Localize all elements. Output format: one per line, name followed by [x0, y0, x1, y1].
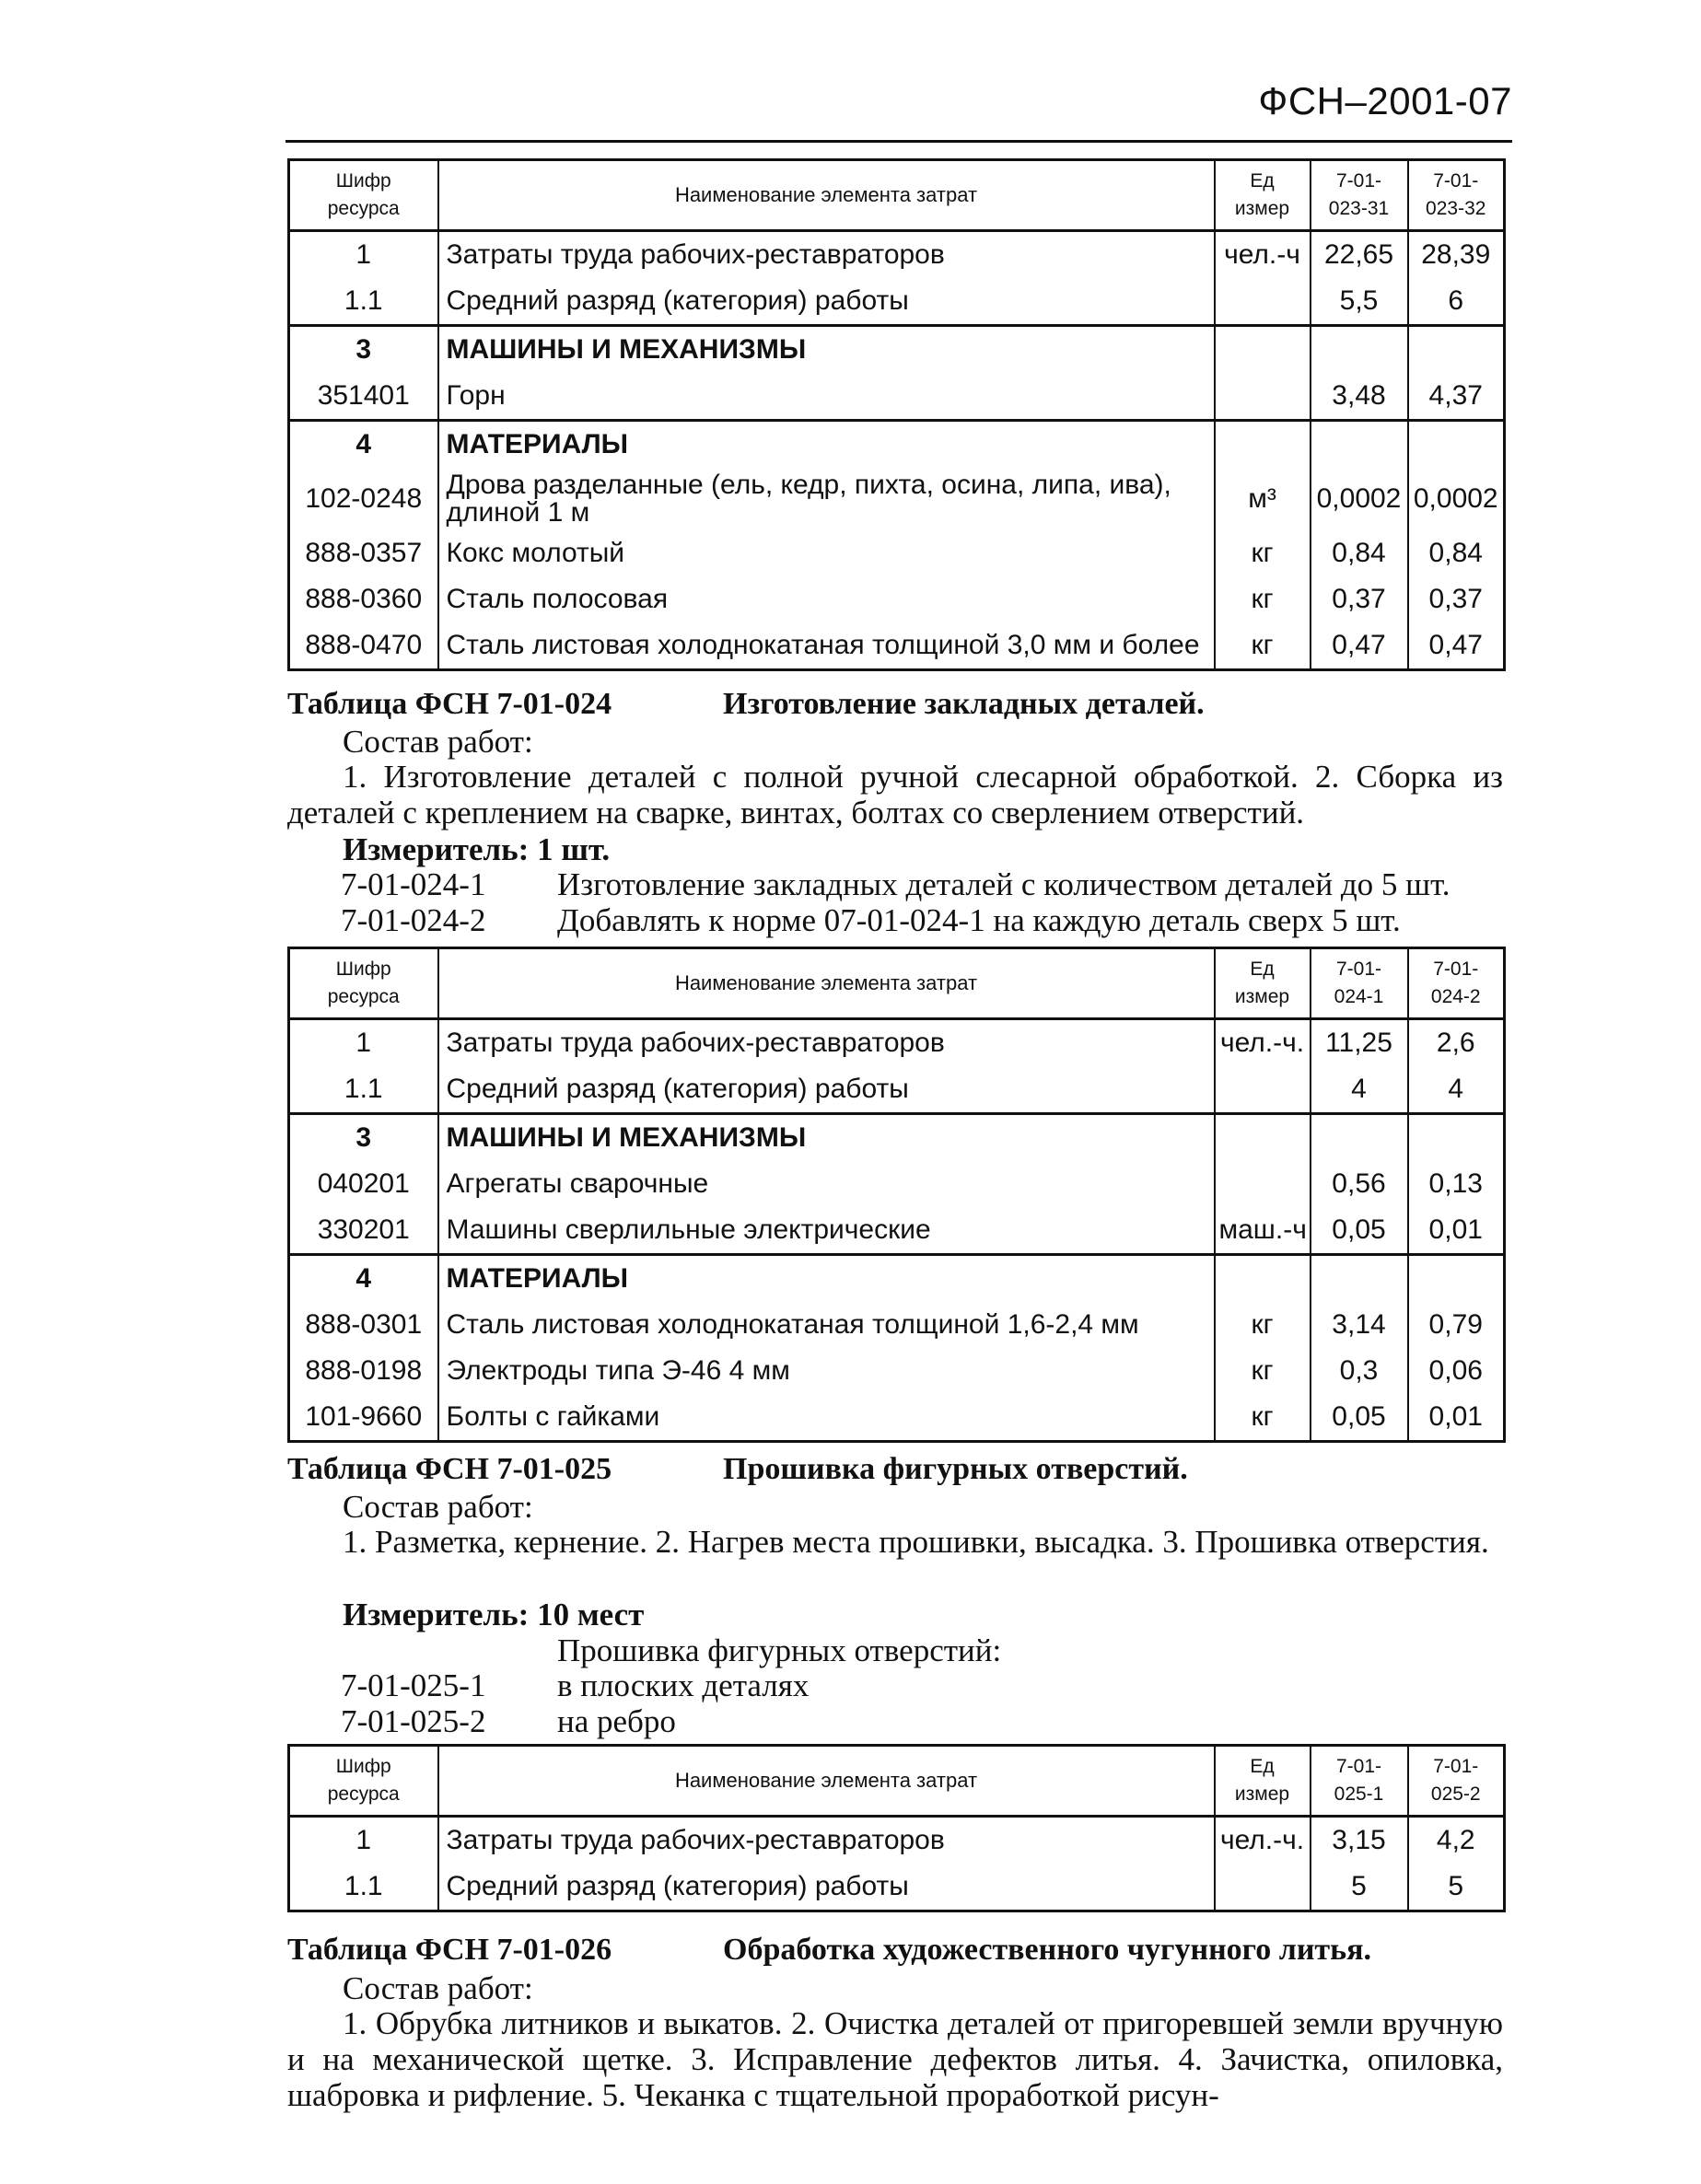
table-header-row — [289, 948, 1505, 1019]
row-value-2: 4,2 — [1408, 1817, 1505, 1865]
table-row — [289, 576, 1505, 622]
row-value-1: 22,65 — [1311, 231, 1408, 279]
table-group-row — [289, 326, 1505, 374]
table-row — [289, 231, 1505, 279]
row-unit: м³ — [1215, 468, 1311, 530]
row-value-1 — [1311, 421, 1408, 469]
table-row — [289, 622, 1505, 670]
row-code: 888-0198 — [289, 1348, 438, 1394]
row-value-1: 0,0002 — [1311, 468, 1408, 530]
work-composition-label: Состав работ: — [343, 1970, 533, 2006]
table-row — [289, 530, 1505, 576]
row-unit: кг — [1215, 1302, 1311, 1348]
header-norm-1: 7-01-024-1 — [1311, 948, 1408, 1019]
row-name: Агрегаты сварочные — [438, 1161, 1215, 1207]
row-value-2: 28,39 — [1408, 231, 1505, 279]
norm-line — [341, 1667, 809, 1704]
row-code: 101-9660 — [289, 1394, 438, 1442]
header-unit: Ед измер — [1215, 948, 1311, 1019]
work-composition-label: Состав работ: — [343, 724, 533, 760]
row-unit — [1215, 1864, 1311, 1911]
row-value-2 — [1408, 326, 1505, 374]
table-title-026 — [287, 1933, 1372, 1968]
row-code: 1.1 — [289, 1066, 438, 1114]
row-unit — [1215, 373, 1311, 421]
header-norm-1: 7-01-023-31 — [1311, 160, 1408, 231]
norm-code: 7-01-025-1 — [341, 1667, 486, 1703]
row-name: Сталь листовая холоднокатаная толщиной 1,6-2,4 мм — [438, 1302, 1215, 1348]
row-value-1: 0,84 — [1311, 530, 1408, 576]
row-unit — [1215, 1255, 1311, 1303]
table-title-name: Прошивка фигурных отверстий. — [723, 1452, 1188, 1486]
work-composition-body: 1. Разметка, кернение. 2. Нагрев места прошивки, высадка. 3. Прошивка отверстия. — [343, 1524, 1489, 1560]
norm-text: на ребро — [557, 1703, 676, 1739]
header-unit: Ед измер — [1215, 160, 1311, 231]
row-code: 4 — [289, 1255, 438, 1303]
row-name: Средний разряд (категория) работы — [438, 1864, 1215, 1911]
row-value-1: 11,25 — [1311, 1019, 1408, 1067]
header-name: Наименование элемента затрат — [438, 160, 1215, 231]
row-value-2: 5 — [1408, 1864, 1505, 1911]
table-row — [289, 1019, 1505, 1067]
row-unit: чел.-ч — [1215, 231, 1311, 279]
table-7-01-025 — [287, 1744, 1506, 1912]
row-unit — [1215, 1066, 1311, 1114]
header-name: Наименование элемента затрат — [438, 1746, 1215, 1817]
work-composition-text — [287, 2005, 1503, 2113]
row-value-2: 0,06 — [1408, 1348, 1505, 1394]
row-code: 4 — [289, 421, 438, 469]
row-code: 1 — [289, 231, 438, 279]
row-value-2: 2,6 — [1408, 1019, 1505, 1067]
row-value-1: 0,47 — [1311, 622, 1408, 670]
table-header-row — [289, 160, 1505, 231]
header-name: Наименование элемента затрат — [438, 948, 1215, 1019]
row-code: 102-0248 — [289, 468, 438, 530]
work-composition-body: 1. Обрубка литников и выкатов. 2. Очистка деталей от пригоревшей земли вручную и на механической щетке. 3. Исправление дефектов литья. 4. Зачистка, опиловка, шабровка и рифление. 5. Чеканка с тщательной проработкой рисун- — [287, 2005, 1503, 2113]
row-name: МАШИНЫ И МЕХАНИЗМЫ — [438, 326, 1215, 374]
norm-line — [341, 866, 1451, 903]
row-value-1: 3,48 — [1311, 373, 1408, 421]
meter-label: Измеритель: 10 мест — [343, 1597, 645, 1632]
row-code: 1.1 — [289, 1864, 438, 1911]
norm-code: 7-01-024-1 — [341, 866, 486, 902]
row-unit — [1215, 421, 1311, 469]
row-name: Дрова разделанные (ель, кедр, пихта, осина, липа, ива), длиной 1 м — [438, 468, 1215, 530]
row-unit: кг — [1215, 576, 1311, 622]
row-value-1: 3,14 — [1311, 1302, 1408, 1348]
row-code: 888-0360 — [289, 576, 438, 622]
table-row — [289, 1394, 1505, 1442]
table-title-code: Таблица ФСН 7-01-025 — [287, 1452, 612, 1486]
row-value-1: 3,15 — [1311, 1817, 1408, 1865]
row-name: Машины сверлильные электрические — [438, 1207, 1215, 1255]
header-code: Шифр ресурса — [289, 948, 438, 1019]
row-value-2: 0,01 — [1408, 1207, 1505, 1255]
header-norm-1: 7-01-025-1 — [1311, 1746, 1408, 1817]
row-value-1: 5 — [1311, 1864, 1408, 1911]
table-row — [289, 1161, 1505, 1207]
row-value-2: 6 — [1408, 278, 1505, 326]
row-value-1: 0,3 — [1311, 1348, 1408, 1394]
row-value-1 — [1311, 1114, 1408, 1162]
row-value-2: 0,47 — [1408, 622, 1505, 670]
row-name: Средний разряд (категория) работы — [438, 278, 1215, 326]
table-group-row — [289, 421, 1505, 469]
table-7-01-024 — [287, 947, 1506, 1443]
row-unit — [1215, 278, 1311, 326]
work-composition-text — [287, 1524, 1503, 1560]
table-header-row — [289, 1746, 1505, 1817]
table-row — [289, 1864, 1505, 1911]
norm-text: Изготовление закладных деталей с количеством деталей до 5 шт. — [557, 866, 1451, 902]
table-group-row — [289, 1255, 1505, 1303]
header-code: Шифр ресурса — [289, 160, 438, 231]
row-unit: кг — [1215, 1348, 1311, 1394]
row-name: Сталь листовая холоднокатаная толщиной 3,0 мм и более — [438, 622, 1215, 670]
table-row — [289, 278, 1505, 326]
header-code: Шифр ресурса — [289, 1746, 438, 1817]
row-name: Болты с гайками — [438, 1394, 1215, 1442]
row-value-1: 4 — [1311, 1066, 1408, 1114]
header-norm-2: 7-01-025-2 — [1408, 1746, 1505, 1817]
table-title-name: Обработка художественного чугунного литья. — [723, 1933, 1372, 1967]
table-title-024 — [287, 687, 1205, 722]
row-unit: маш.-ч — [1215, 1207, 1311, 1255]
document-code: ФСН–2001-07 — [1258, 79, 1512, 122]
row-name: МАТЕРИАЛЫ — [438, 421, 1215, 469]
row-code: 1 — [289, 1817, 438, 1865]
row-name: Электроды типа Э-46 4 мм — [438, 1348, 1215, 1394]
table-title-025 — [287, 1452, 1188, 1487]
row-value-2: 0,01 — [1408, 1394, 1505, 1442]
row-value-1: 5,5 — [1311, 278, 1408, 326]
table-row — [289, 373, 1505, 421]
header-rule — [285, 140, 1512, 143]
norm-line — [341, 1703, 676, 1740]
row-code: 040201 — [289, 1161, 438, 1207]
row-code: 888-0470 — [289, 622, 438, 670]
norm-group-label: Прошивка фигурных отверстий: — [557, 1632, 1002, 1668]
row-name: Горн — [438, 373, 1215, 421]
table-group-row — [289, 1114, 1505, 1162]
row-value-2: 0,37 — [1408, 576, 1505, 622]
row-value-2 — [1408, 421, 1505, 469]
row-unit: чел.-ч. — [1215, 1019, 1311, 1067]
row-name: Кокс молотый — [438, 530, 1215, 576]
row-unit — [1215, 1114, 1311, 1162]
header-norm-2: 7-01-024-2 — [1408, 948, 1505, 1019]
row-value-2: 0,13 — [1408, 1161, 1505, 1207]
work-composition-body: 1. Изготовление деталей с полной ручной слесарной обработкой. 2. Сборка из деталей с креплением на сварке, винтах, болтах со сверлением отверстий. — [287, 759, 1503, 831]
row-code: 3 — [289, 326, 438, 374]
table-7-01-023 — [287, 158, 1506, 671]
header-unit: Ед измер — [1215, 1746, 1311, 1817]
row-code: 1.1 — [289, 278, 438, 326]
row-value-1: 0,05 — [1311, 1207, 1408, 1255]
norm-text: Добавлять к норме 07-01-024-1 на каждую деталь сверх 5 шт. — [557, 902, 1401, 938]
row-code: 3 — [289, 1114, 438, 1162]
row-code: 888-0301 — [289, 1302, 438, 1348]
norm-code: 7-01-024-2 — [341, 902, 486, 938]
table-row — [289, 1302, 1505, 1348]
row-code: 1 — [289, 1019, 438, 1067]
table-row — [289, 468, 1505, 530]
row-value-2 — [1408, 1255, 1505, 1303]
header-norm-2: 7-01-023-32 — [1408, 160, 1505, 231]
table-title-name: Изготовление закладных деталей. — [723, 687, 1205, 721]
table-row — [289, 1817, 1505, 1865]
row-unit: кг — [1215, 530, 1311, 576]
row-name: Сталь полосовая — [438, 576, 1215, 622]
row-name: Затраты труда рабочих-реставраторов — [438, 1019, 1215, 1067]
table-title-code: Таблица ФСН 7-01-026 — [287, 1933, 612, 1967]
row-value-2: 0,84 — [1408, 530, 1505, 576]
row-value-2 — [1408, 1114, 1505, 1162]
row-name: МАШИНЫ И МЕХАНИЗМЫ — [438, 1114, 1215, 1162]
row-name: Затраты труда рабочих-реставраторов — [438, 231, 1215, 279]
row-name: Затраты труда рабочих-реставраторов — [438, 1817, 1215, 1865]
row-value-2: 4,37 — [1408, 373, 1505, 421]
row-value-1: 0,05 — [1311, 1394, 1408, 1442]
row-value-1: 0,56 — [1311, 1161, 1408, 1207]
work-composition-label: Состав работ: — [343, 1489, 533, 1525]
row-code: 351401 — [289, 373, 438, 421]
row-value-2: 0,79 — [1408, 1302, 1505, 1348]
table-row — [289, 1066, 1505, 1114]
row-unit: кг — [1215, 1394, 1311, 1442]
meter-label: Измеритель: 1 шт. — [343, 831, 611, 867]
row-name: Средний разряд (категория) работы — [438, 1066, 1215, 1114]
row-value-2: 0,0002 — [1408, 468, 1505, 530]
row-value-2: 4 — [1408, 1066, 1505, 1114]
row-value-1 — [1311, 1255, 1408, 1303]
row-unit: кг — [1215, 622, 1311, 670]
table-title-code: Таблица ФСН 7-01-024 — [287, 687, 612, 721]
row-unit — [1215, 326, 1311, 374]
table-row — [289, 1348, 1505, 1394]
norm-code: 7-01-025-2 — [341, 1703, 486, 1739]
table-row — [289, 1207, 1505, 1255]
row-value-1: 0,37 — [1311, 576, 1408, 622]
row-unit: чел.-ч. — [1215, 1817, 1311, 1865]
row-code: 330201 — [289, 1207, 438, 1255]
work-composition-text — [287, 759, 1503, 831]
row-code: 888-0357 — [289, 530, 438, 576]
row-value-1 — [1311, 326, 1408, 374]
row-name: МАТЕРИАЛЫ — [438, 1255, 1215, 1303]
norm-text: в плоских деталях — [557, 1667, 810, 1703]
norm-line — [341, 902, 1401, 939]
row-unit — [1215, 1161, 1311, 1207]
